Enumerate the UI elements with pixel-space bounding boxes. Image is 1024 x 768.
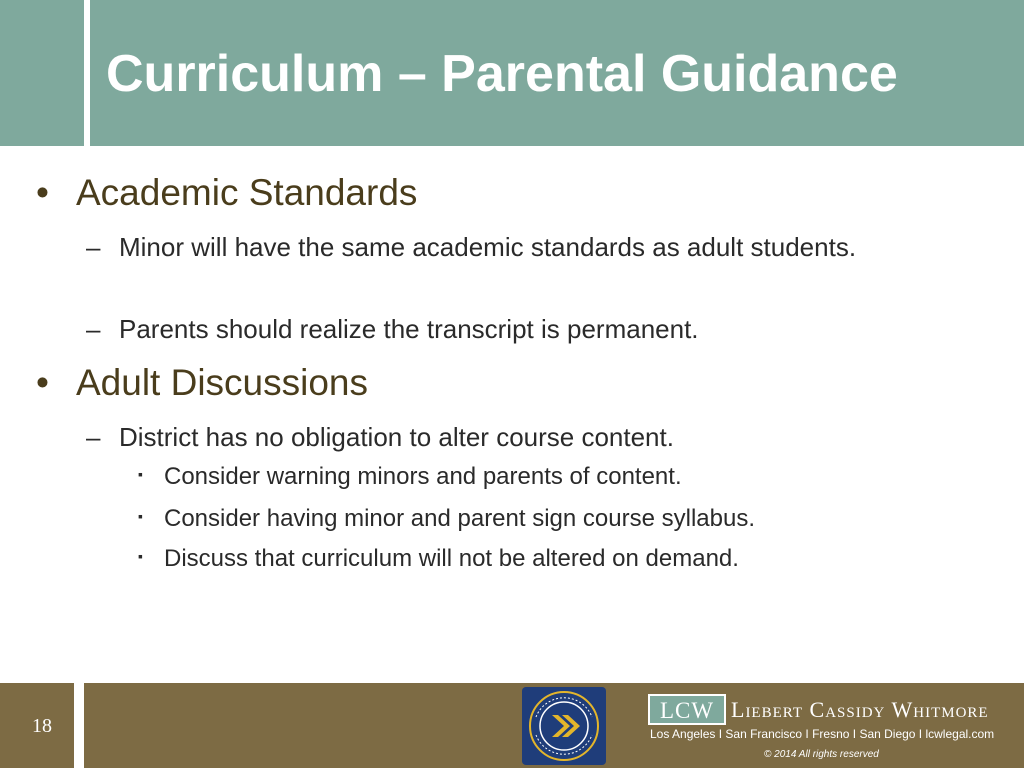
bullet-mark: • <box>36 172 49 213</box>
square-mark: ▪ <box>138 508 143 524</box>
slide-title: Curriculum – Parental Guidance <box>106 45 898 103</box>
sub-bullet-text: District has no obligation to alter course content. <box>119 422 674 452</box>
college-seal-icon <box>522 687 606 765</box>
lcw-logo-text: LCW <box>659 698 715 723</box>
sub-bullet-text: Parents should realize the transcript is permanent. <box>119 314 699 344</box>
sub-sub-bullet-text: Discuss that curriculum will not be altered on demand. <box>164 545 739 572</box>
copyright-notice: © 2014 All rights reserved <box>764 749 879 760</box>
page-number: 18 <box>32 715 52 737</box>
header-divider <box>80 0 90 146</box>
slide-footer <box>0 683 1024 768</box>
bullet-text: Academic Standards <box>76 172 418 213</box>
dash-mark: – <box>86 314 101 344</box>
firm-name: Liebert Cassidy Whitmore <box>731 697 989 722</box>
footer-divider <box>74 683 84 768</box>
slide-header <box>0 0 1024 146</box>
square-mark: ▪ <box>138 548 143 564</box>
bullet-mark: • <box>36 362 49 403</box>
office-locations: Los Angeles I San Francisco I Fresno I San Diego I lcwlegal.com <box>650 727 995 741</box>
sub-bullet-text: Minor will have the same academic standards as adult students. <box>119 232 857 262</box>
bullet-text: Adult Discussions <box>76 362 369 403</box>
dash-mark: – <box>86 422 101 452</box>
square-mark: ▪ <box>138 466 143 482</box>
lcw-logo <box>648 694 726 725</box>
sub-sub-bullet-text: Consider warning minors and parents of content. <box>164 463 682 490</box>
dash-mark: – <box>86 232 101 262</box>
sub-sub-bullet-text: Consider having minor and parent sign course syllabus. <box>164 505 755 532</box>
